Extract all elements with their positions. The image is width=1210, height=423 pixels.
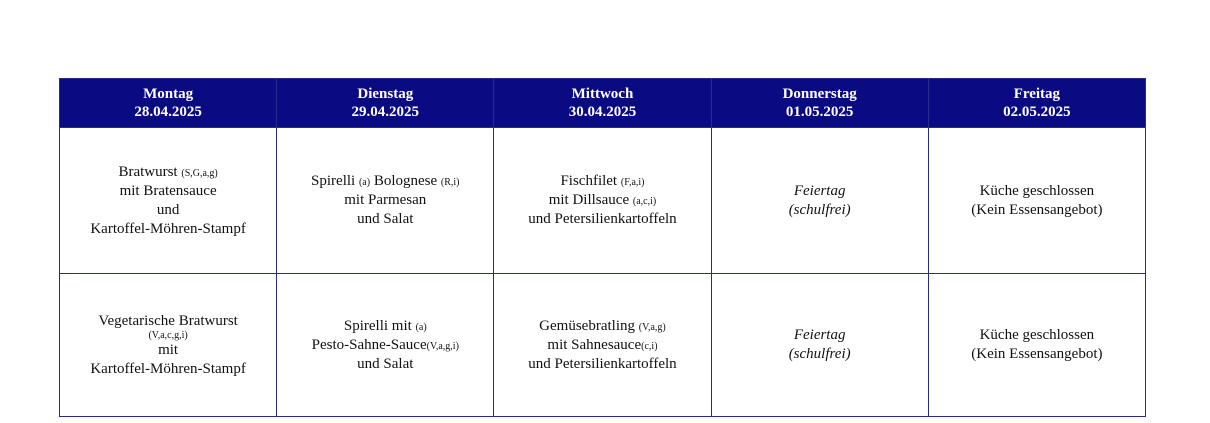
allergen-codes: (a,c,i) <box>632 196 657 207</box>
dish-line: mit Parmesan <box>344 192 427 208</box>
dish-line: Kartoffel-Möhren-Stampf <box>90 220 246 237</box>
dish-name: Bratwurst <box>118 163 178 180</box>
dish-name: Spirelli mit <box>343 317 412 334</box>
dish-line: Kartoffel-Möhren-Stampf <box>90 360 246 377</box>
dish-line: und Petersilienkartoffeln <box>528 355 677 372</box>
menu1-monday-cell <box>60 128 277 274</box>
dish-line <box>283 336 487 355</box>
dish-side: mit Sahnesauce <box>547 336 642 353</box>
day-name: Mittwoch <box>571 86 634 102</box>
allergen-codes: (F,a,i) <box>620 177 645 188</box>
allergen-codes: (V,a,g) <box>638 321 666 333</box>
dish-line: und <box>156 201 180 218</box>
dish-name: Fischfilet <box>560 173 618 189</box>
dish-side: mit Dillsauce <box>548 192 630 208</box>
header-wednesday <box>494 79 711 128</box>
header-monday <box>60 79 277 128</box>
day-name: Dienstag <box>357 86 414 102</box>
header-friday <box>928 79 1145 128</box>
day-date: 01.05.2025 <box>785 104 854 120</box>
dish-name: Bolognese <box>373 173 438 189</box>
dish-line: mit <box>158 341 179 358</box>
closed-note: (Kein Essensangebot) <box>971 346 1103 362</box>
menu2-tuesday-cell <box>277 274 494 417</box>
holiday-note: (schulfrei) <box>788 201 851 218</box>
dish-side: Pesto-Sahne-Sauce <box>311 336 427 353</box>
dish-line <box>500 191 704 210</box>
dish-line <box>500 336 704 355</box>
menu2-thursday-cell <box>711 274 928 417</box>
day-date: 30.04.2025 <box>568 104 637 120</box>
dish-line <box>500 317 704 336</box>
closed-note: (Kein Essensangebot) <box>971 201 1103 218</box>
holiday-label: Feiertag <box>793 182 846 199</box>
dish-line: und Petersilienkartoffeln <box>528 211 677 227</box>
holiday-note: (schulfrei) <box>788 346 851 362</box>
menu2-monday-cell <box>60 274 277 417</box>
menu2-friday-cell <box>928 274 1145 417</box>
header-row <box>60 79 1146 128</box>
day-name: Donnerstag <box>782 86 857 102</box>
menu2-wednesday-cell <box>494 274 711 417</box>
dish-line: mit Bratensauce <box>119 182 217 199</box>
dish-line: und Salat <box>357 211 414 227</box>
closed-label: Küche geschlossen <box>979 327 1095 343</box>
menu1-thursday-cell <box>711 128 928 274</box>
dish-line <box>283 317 487 336</box>
dish-name: Gemüsebratling <box>539 317 635 334</box>
holiday-label: Feiertag <box>793 327 846 343</box>
dish-name: Spirelli <box>311 173 356 189</box>
header-thursday <box>711 79 928 128</box>
day-date: 29.04.2025 <box>351 104 420 120</box>
dish-line: und Salat <box>357 355 414 372</box>
allergen-codes: (c,i) <box>641 340 658 352</box>
menu-row-1 <box>60 128 1146 274</box>
day-name: Montag <box>143 86 194 102</box>
menu1-wednesday-cell <box>494 128 711 274</box>
weekly-menu-table <box>59 78 1146 417</box>
allergen-codes: (V,a,c,g,i) <box>148 329 188 341</box>
menu1-friday-cell <box>928 128 1145 274</box>
day-name: Freitag <box>1013 86 1061 102</box>
allergen-codes: (R,i) <box>440 177 460 188</box>
dish-line: Vegetarische Bratwurst <box>98 312 238 329</box>
day-date: 02.05.2025 <box>1003 104 1071 120</box>
header-tuesday <box>277 79 494 128</box>
allergen-codes: (S,G,a,g) <box>181 167 218 179</box>
menu1-tuesday-cell <box>277 128 494 274</box>
dish-line <box>283 172 487 191</box>
dish-line <box>66 163 270 182</box>
day-date: 28.04.2025 <box>134 104 202 120</box>
allergen-codes: (a) <box>415 321 427 333</box>
menu-row-2 <box>60 274 1146 417</box>
closed-label: Küche geschlossen <box>979 182 1095 199</box>
dish-line <box>500 172 704 191</box>
allergen-codes: (a) <box>358 177 371 188</box>
allergen-codes: (V,a,g,i) <box>426 340 459 352</box>
